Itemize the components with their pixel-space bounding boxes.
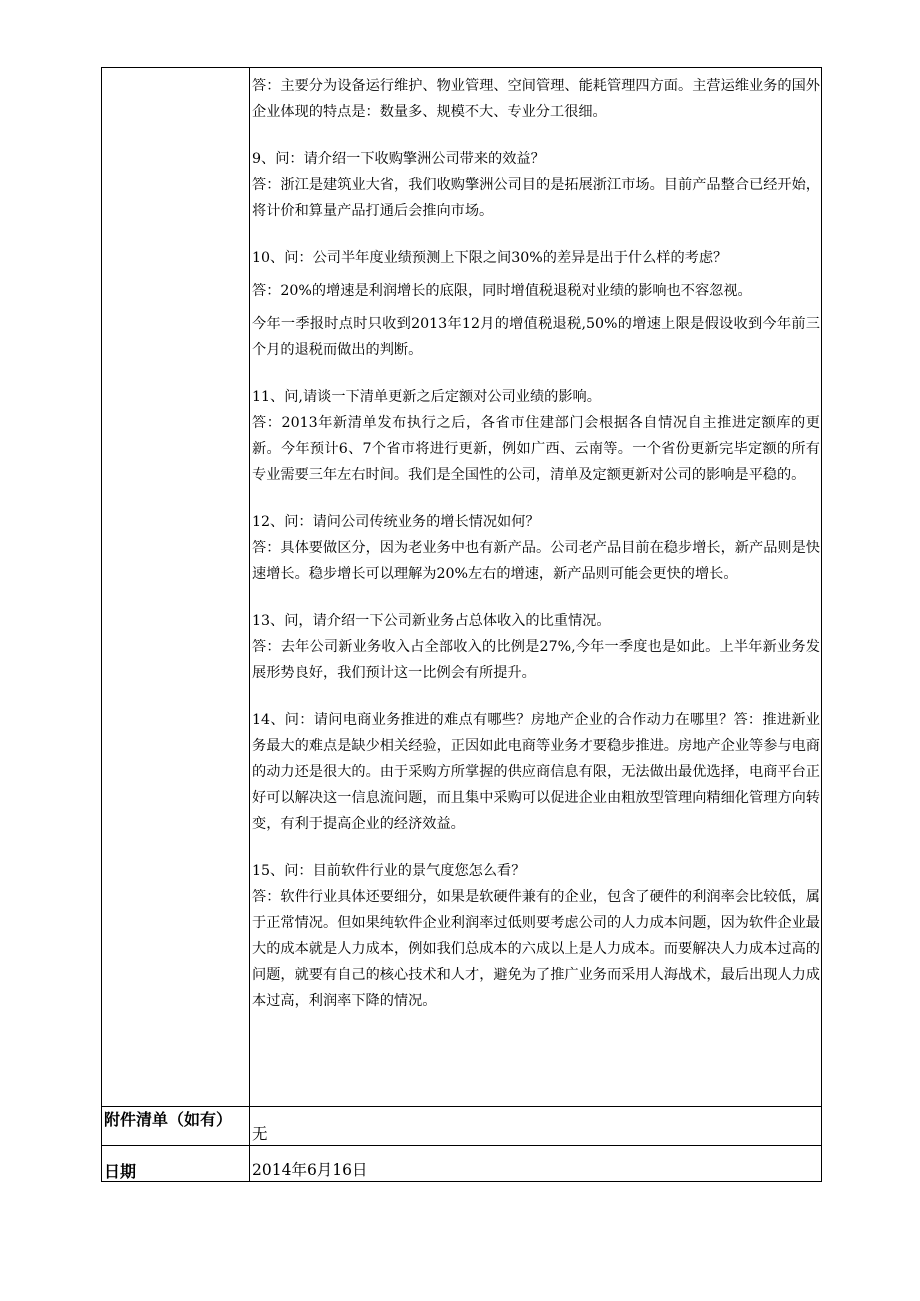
question-12: 12、问：请问公司传统业务的增长情况如何？ xyxy=(252,514,540,530)
answer-9: 答：浙江是建筑业大省，我们收购擎洲公司目的是拓展浙江市场。目前产品整合已经开始，将计价和算量产品打通后会推向市场。 xyxy=(252,177,820,219)
question-15: 15、问：目前软件行业的景气度您怎么看？ xyxy=(252,863,526,879)
answer-10-continued: 今年一季报时点时只收到2013年12月的增值税退税,50%的增速上限是假设收到今年前三个月的退税而做出的判断。 xyxy=(252,316,820,358)
column-divider xyxy=(249,68,250,1181)
info-table xyxy=(101,67,822,1182)
answer-12: 答：具体要做区分，因为老业务中也有新产品。公司老产品目前在稳步增长，新产品则是快速增长。稳步增长可以理解为20%左右的增速，新产品则可能会更快的增长。 xyxy=(252,540,820,582)
answer-10: 答：20%的增速是利润增长的底限，同时增值税退税对业绩的影响也不容忽视。 xyxy=(252,283,752,299)
question-11: 11、问,请谈一下清单更新之后定额对公司业绩的影响。 xyxy=(252,389,601,405)
row-divider xyxy=(102,1106,821,1107)
qa-content xyxy=(252,73,820,1014)
question-14: 14、问：请问电商业务推进的难点有哪些？房地产企业的合作动力在哪里？答：推进新业务最大的难点是缺少相关经验，正因如此电商等业务才要稳步推进。房地产企业等参与电商的动力还是很大的。由于采购方所掌握的供应商信息有限，无法做出最优选择，电商平台正好可以解决这一信息流问题，而且集中采购可以促进企业由粗放型管理向精细化管理方向转变，有利于提高企业的经济效益。 xyxy=(252,712,820,832)
date-value: 2014年6月16日 xyxy=(252,1161,368,1179)
question-9: 9、问：请介绍一下收购擎洲公司带来的效益？ xyxy=(252,151,545,167)
question-13: 13、问，请介绍一下公司新业务占总体收入的比重情况。 xyxy=(252,613,611,629)
attachments-value: 无 xyxy=(252,1125,268,1143)
date-label: 日期 xyxy=(104,1162,137,1181)
answer-paragraph: 答：主要分为设备运行维护、物业管理、空间管理、能耗管理四方面。主营运维业务的国外企业体现的特点是：数量多、规模不大、专业分工很细。 xyxy=(252,78,820,120)
answer-13: 答：去年公司新业务收入占全部收入的比例是27%,今年一季度也是如此。上半年新业务发展形势良好，我们预计这一比例会有所提升。 xyxy=(252,639,820,681)
attachments-label: 附件清单（如有） xyxy=(104,1110,233,1129)
answer-11: 答：2013年新清单发布执行之后，各省市住建部门会根据各自情况自主推进定额库的更新。今年预计6、7个省市将进行更新，例如广西、云南等。一个省份更新完毕定额的所有专业需要三年左右时间。我们是全国性的公司，清单及定额更新对公司的影响是平稳的。 xyxy=(252,415,820,483)
answer-15: 答：软件行业具体还要细分，如果是软硬件兼有的企业，包含了硬件的利润率会比较低，属于正常情况。但如果纯软件企业利润率过低则要考虑公司的人力成本问题，因为软件企业最大的成本就是人力成本，例如我们总成本的六成以上是人力成本。而要解决人力成本过高的问题，就要有自己的核心技术和人才，避免为了推广业务而采用人海战术，最后出现人力成本过高，利润率下降的情况。 xyxy=(252,889,820,1009)
row-divider xyxy=(102,1145,821,1146)
question-10: 10、问：公司半年度业绩预测上下限之间30%的差异是出于什么样的考虑？ xyxy=(252,250,728,266)
